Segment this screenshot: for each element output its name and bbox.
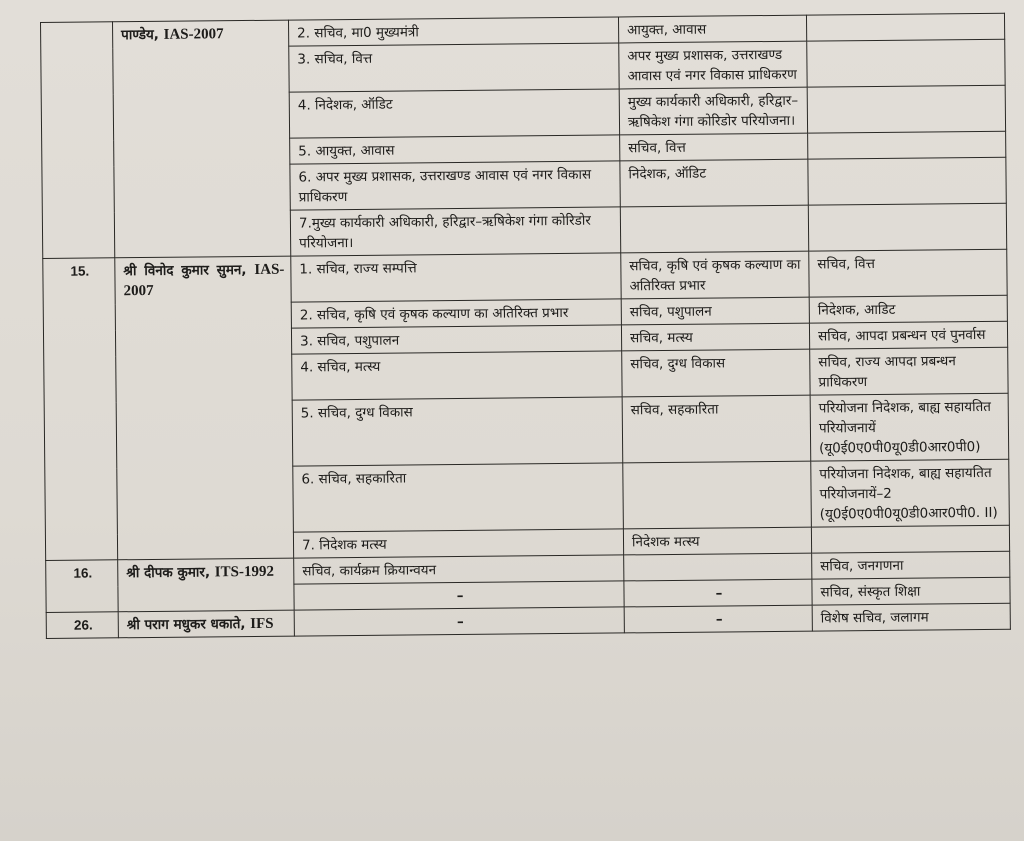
removed-post (624, 553, 812, 581)
officer-cell (118, 558, 294, 612)
officer-name: श्री दीपक कुमार, (126, 564, 211, 582)
new-post (811, 525, 1009, 553)
current-post: 1. सचिव, राज्य सम्पत्ति (291, 253, 621, 302)
current-post: 2. सचिव, कृषि एवं कृषक कल्याण का अतिरिक्त प्रभार (291, 299, 621, 328)
officer-name: पाण्डेय, (121, 26, 159, 44)
new-post (808, 157, 1006, 205)
removed-post: सचिव, पशुपालन (621, 297, 809, 325)
posting-table (40, 13, 1011, 639)
new-post (806, 13, 1004, 41)
serial-number: 15. (43, 258, 118, 561)
new-post: निदेशक, आडिट (809, 295, 1007, 323)
removed-post: सचिव, सहकारिता (622, 395, 811, 463)
new-post: परियोजना निदेशक, बाह्य सहायतित परियोजनायें (यू0ई0ए0पी0यू0डी0आर0पी0) (810, 393, 1009, 461)
current-post: 6. अपर मुख्य प्रशासक, उत्तराखण्ड आवास एवं नगर विकास प्राधिकरण (290, 161, 620, 210)
new-post: विशेष सचिव, जलागम (812, 603, 1010, 631)
new-post: सचिव, संस्कृत शिक्षा (812, 577, 1010, 605)
current-post: 5. आयुक्त, आवास (290, 135, 620, 164)
current-post: 4. निदेशक, ऑडिट (289, 89, 619, 138)
officer-cadre: ITS-1992 (214, 563, 275, 581)
removed-post: सचिव, कृषि एवं कृषक कल्याण का अतिरिक्त प्रभार (621, 251, 809, 299)
current-post: 3. सचिव, पशुपालन (291, 325, 621, 354)
new-post (807, 85, 1005, 133)
current-post: 5. सचिव, दुग्ध विकास (292, 397, 623, 466)
new-post: परियोजना निदेशक, बाह्य सहायतित परियोजनायें–2 (यू0ई0ए0पी0यू0डी0आर0पी0. II) (811, 459, 1010, 527)
new-post: सचिव, जनगणना (812, 551, 1010, 579)
officer-cell (113, 20, 291, 258)
current-post: 2. सचिव, मा0 मुख्यमंत्री (288, 17, 618, 46)
new-post (807, 39, 1005, 87)
removed-post: सचिव, मत्स्य (621, 323, 809, 351)
removed-post (620, 205, 808, 253)
officer-cadre: IAS-2007 (163, 26, 224, 43)
serial-number: 26. (46, 612, 118, 639)
current-post: 4. सचिव, मत्स्य (292, 351, 622, 400)
current-post: – (294, 581, 624, 610)
new-post: सचिव, राज्य आपदा प्रबन्धन प्राधिकरण (810, 347, 1008, 395)
removed-post: निदेशक, ऑडिट (620, 159, 808, 207)
serial-number: 16. (46, 560, 118, 613)
current-post: – (294, 607, 624, 636)
removed-post: सचिव, दुग्ध विकास (622, 349, 810, 397)
current-post: 3. सचिव, वित्त (289, 43, 619, 92)
removed-post: – (624, 605, 812, 633)
current-post: सचिव, कार्यक्रम क्रियान्वयन (294, 555, 624, 584)
removed-post: सचिव, वित्त (620, 133, 808, 161)
removed-post: – (624, 579, 812, 607)
current-post: 7.मुख्य कार्यकारी अधिकारी, हरिद्वार–ऋषिकेश गंगा कोरिडोर परियोजना। (290, 207, 620, 256)
officer-cell (115, 256, 294, 560)
removed-post: मुख्य कार्यकारी अधिकारी, हरिद्वार–ऋषिकेश गंगा कोरिडोर परियोजना। (619, 87, 807, 135)
new-post (808, 131, 1006, 159)
current-post: 7. निदेशक मत्स्य (293, 529, 623, 558)
new-post (808, 203, 1006, 251)
officer-name: श्री पराग मधुकर धकाते, (126, 616, 246, 634)
removed-post (623, 461, 812, 529)
officer-name: श्री विनोद कुमार सुमन, (123, 262, 247, 280)
removed-post: निदेशक मत्स्य (623, 527, 811, 555)
officer-cadre: IAS-2007 (123, 261, 285, 300)
new-post: सचिव, आपदा प्रबन्धन एवं पुनर्वास (809, 321, 1007, 349)
current-post: 6. सचिव, सहकारिता (293, 463, 624, 532)
officer-cadre: IFS (250, 615, 274, 633)
officer-cell (118, 610, 294, 638)
removed-post: अपर मुख्य प्रशासक, उत्तराखण्ड आवास एवं नगर विकास प्राधिकरण (619, 41, 807, 89)
serial-number (41, 22, 115, 259)
removed-post: आयुक्त, आवास (618, 15, 806, 43)
new-post: सचिव, वित्त (809, 249, 1007, 297)
